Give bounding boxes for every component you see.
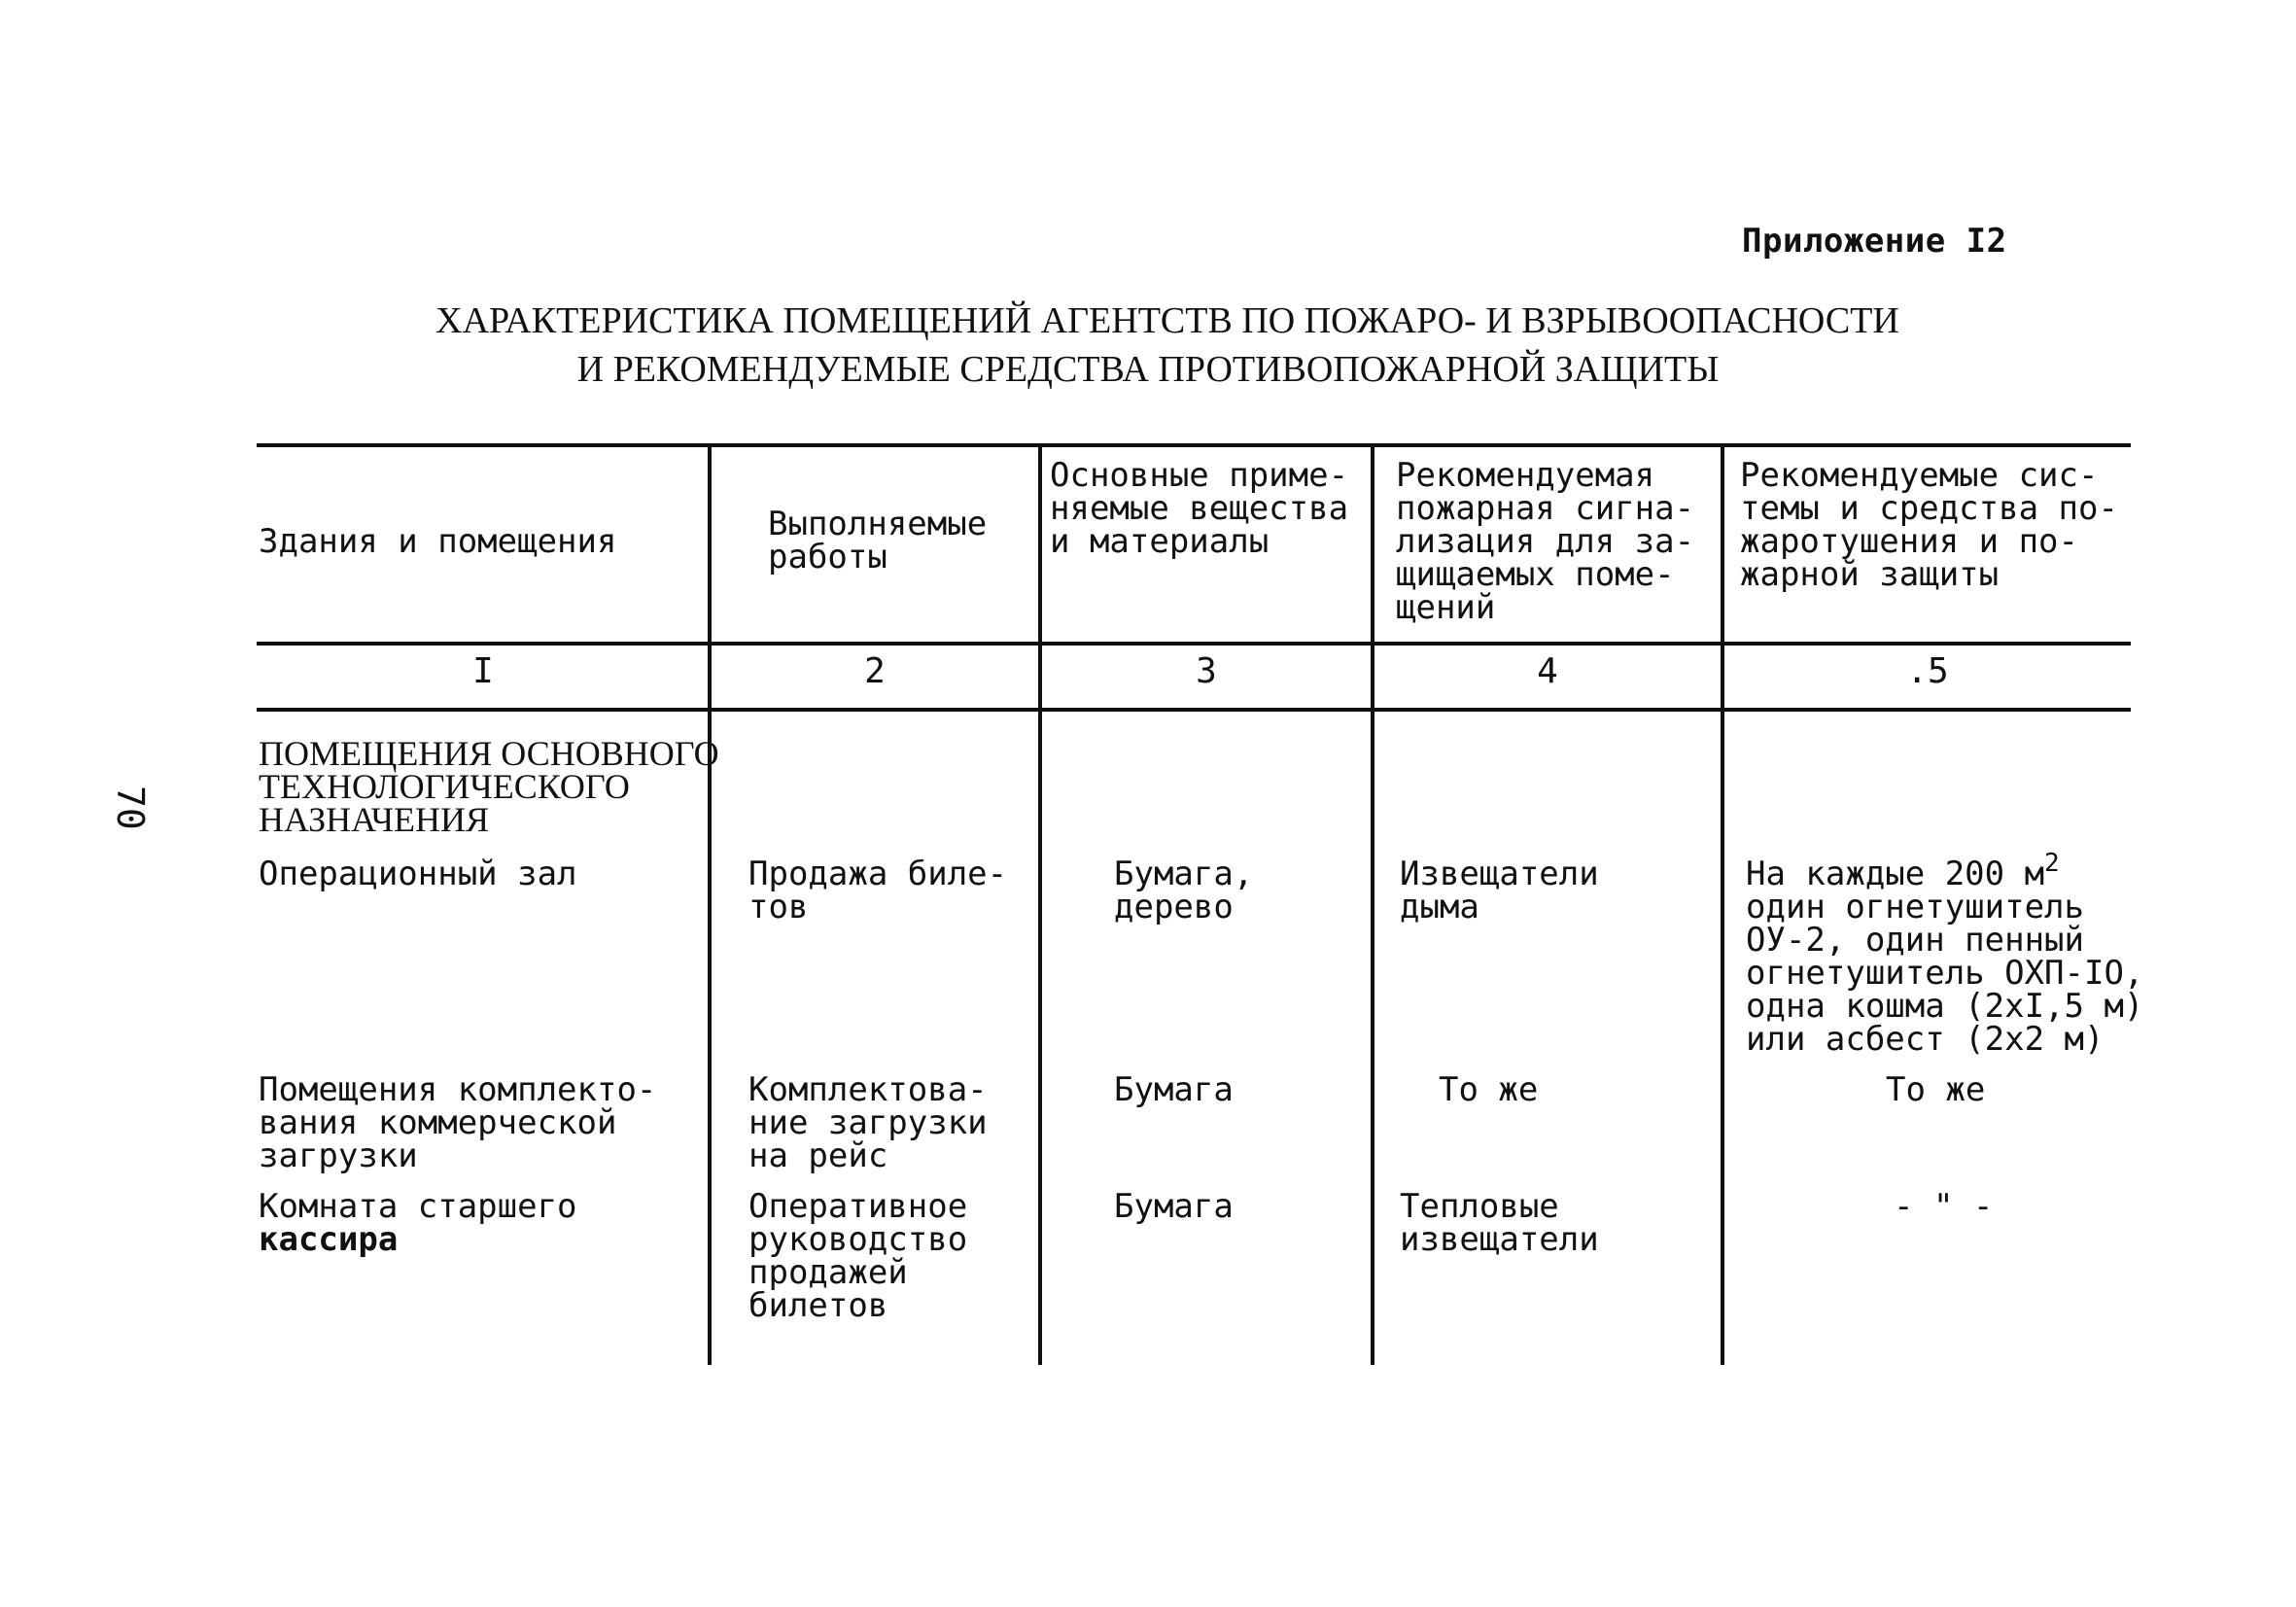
- row-1-protection-line1: [1746, 849, 2060, 893]
- table-top-rule: [257, 443, 2131, 447]
- document-title-line-2: И РЕКОМЕНДУЕМЫЕ СРЕДСТВА ПРОТИВОПОЖАРНОЙ ЗАЩИТЫ: [576, 349, 1720, 390]
- header-buildings: Здания и помещения: [259, 522, 617, 561]
- column-number-4: 4: [1537, 651, 1558, 691]
- row-3-room-line2: кассира: [259, 1220, 399, 1259]
- row-2-alarm: То же: [1439, 1070, 1539, 1109]
- column-divider-4: [1721, 443, 1724, 1365]
- row-1-protection-superscript: 2: [2044, 849, 2060, 878]
- row-1-work: Продажа биле- тов: [748, 855, 1008, 926]
- appendix-label: Приложение I2: [1742, 222, 2007, 261]
- row-3-protection: - " -: [1894, 1187, 1994, 1226]
- row-1-protection-rest: один огнетушитель ОУ-2, один пенный огнетушитель ОХП-IO, одна кошма (2xI,5 м) или асбест (2x2 м): [1746, 888, 2144, 1059]
- header-fire-protection: Рекомендуемые сис- темы и средства по- жаротушения и по- жарной защиты: [1740, 456, 2118, 594]
- column-number-2: 2: [864, 651, 886, 691]
- column-divider-3: [1371, 443, 1374, 1365]
- row-2-work: Комплектова- ние загрузки на рейс: [748, 1070, 988, 1175]
- row-1-materials: Бумага, дерево: [1114, 855, 1254, 926]
- row-3-materials: Бумага: [1114, 1187, 1234, 1226]
- header-work: Выполняемые работы: [768, 505, 988, 576]
- row-2-materials: Бумага: [1114, 1070, 1234, 1109]
- row-1-protection-main: На каждые 200 м: [1746, 855, 2045, 893]
- page-number: 70: [109, 786, 152, 830]
- row-2-protection: То же: [1886, 1070, 1986, 1109]
- header-materials: Основные приме- няемые вещества и материалы: [1050, 456, 1349, 561]
- section-title: ПОМЕЩЕНИЯ ОСНОВНОГО ТЕХНОЛОГИЧЕСКОГО НАЗНАЧЕНИЯ: [259, 734, 719, 839]
- column-number-5: .5: [1906, 651, 1949, 691]
- column-divider-1: [708, 443, 712, 1365]
- row-1-room: Операционный зал: [259, 855, 577, 893]
- column-divider-2: [1038, 443, 1042, 1365]
- row-1-alarm: Извещатели дыма: [1400, 855, 1599, 926]
- column-number-1: I: [472, 651, 494, 691]
- row-3-work: Оперативное руководство продажей билетов: [748, 1187, 968, 1325]
- row-3-alarm: Тепловые извещатели: [1400, 1187, 1599, 1259]
- header-fire-alarm: Рекомендуемая пожарная сигна- лизация для за- щищаемых поме- щений: [1396, 456, 1695, 627]
- document-title-line-1: ХАРАКТЕРИСТИКА ПОМЕЩЕНИЙ АГЕНТСТВ ПО ПОЖАРО- И ВЗРЫВООПАСНОСТИ: [435, 300, 1899, 341]
- table-numbers-rule: [257, 708, 2131, 712]
- row-2-room: Помещения комплекто- вания коммерческой загрузки: [259, 1070, 657, 1175]
- row-3-room-line1: Комната старшего: [259, 1187, 577, 1226]
- table-header-rule: [257, 642, 2131, 646]
- column-number-3: 3: [1196, 651, 1217, 691]
